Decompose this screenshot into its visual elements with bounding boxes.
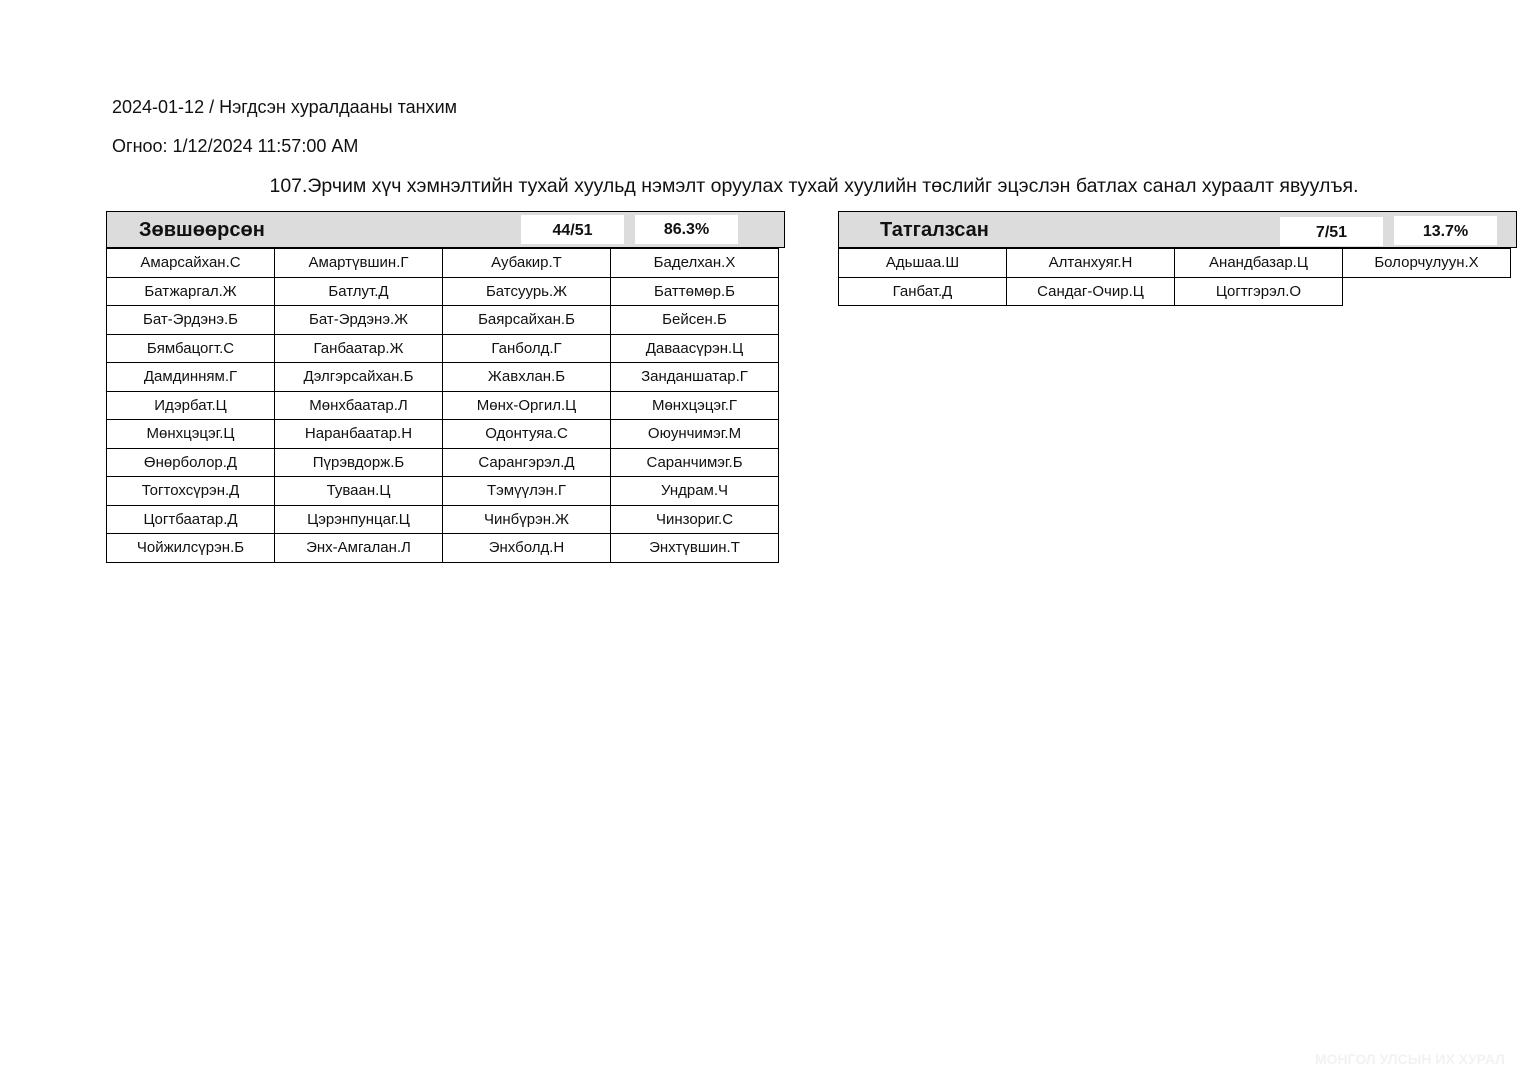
table-row	[107, 448, 779, 477]
member-name: Оюунчимэг.М	[611, 420, 779, 449]
member-name: Бат-Эрдэнэ.Б	[107, 306, 275, 335]
member-name: Жавхлан.Б	[443, 363, 611, 392]
member-name: Сарангэрэл.Д	[443, 448, 611, 477]
table-row	[107, 306, 779, 335]
member-name: Пүрэвдорж.Б	[275, 448, 443, 477]
member-name: Ундрам.Ч	[611, 477, 779, 506]
member-name: Чойжилсүрэн.Б	[107, 534, 275, 563]
member-name: Мөнхбаатар.Л	[275, 391, 443, 420]
table-row	[107, 534, 779, 563]
member-name: Цогтгэрэл.О	[1175, 277, 1343, 306]
member-name: Амарсайхан.С	[107, 249, 275, 278]
member-name: Бат-Эрдэнэ.Ж	[275, 306, 443, 335]
rejected-count: 7/51	[1280, 217, 1383, 246]
member-name: Батсуурь.Ж	[443, 277, 611, 306]
member-name: Саранчимэг.Б	[611, 448, 779, 477]
member-name: Болорчулуун.Х	[1343, 249, 1511, 278]
member-name: Тогтохсүрэн.Д	[107, 477, 275, 506]
member-name: Даваасүрэн.Ц	[611, 334, 779, 363]
watermark: МОНГОЛ УЛСЫН ИХ ХУРАЛ	[1314, 1051, 1505, 1067]
member-name: Сандаг-Очир.Ц	[1007, 277, 1175, 306]
member-name: Цэрэнпунцаг.Ц	[275, 505, 443, 534]
member-name: Мөнх-Оргил.Ц	[443, 391, 611, 420]
member-name: Тэмүүлэн.Г	[443, 477, 611, 506]
approved-title: Зөвшөөрсөн	[139, 219, 265, 241]
member-name: Энхтүвшин.Т	[611, 534, 779, 563]
member-name: Ганбат.Д	[839, 277, 1007, 306]
member-name: Дэлгэрсайхан.Б	[275, 363, 443, 392]
member-name: Занданшатар.Г	[611, 363, 779, 392]
member-name: Цогтбаатар.Д	[107, 505, 275, 534]
member-name: Мөнхцэцэг.Ц	[107, 420, 275, 449]
table-row	[107, 420, 779, 449]
member-name: Энх-Амгалан.Л	[275, 534, 443, 563]
approved-count: 44/51	[521, 215, 624, 244]
member-name: Бямбацогт.С	[107, 334, 275, 363]
member-name: Одонтуяа.С	[443, 420, 611, 449]
member-name: Наранбаатар.Н	[275, 420, 443, 449]
table-row	[107, 391, 779, 420]
member-name: Баделхан.Х	[611, 249, 779, 278]
rejected-table	[838, 248, 1511, 306]
rejected-percent: 13.7%	[1394, 216, 1497, 245]
motion-title: 107.Эрчим хүч хэмнэлтийн тухай хуульд нэмэлт оруулах тухай хуулийн төслийг эцэслэн батлах санал хураалт явуулъя.	[269, 175, 1359, 197]
table-row	[107, 505, 779, 534]
member-name: Мөнхцэцэг.Г	[611, 391, 779, 420]
member-name: Батлут.Д	[275, 277, 443, 306]
approved-table	[106, 248, 779, 563]
member-name: Энхболд.Н	[443, 534, 611, 563]
member-name: Баярсайхан.Б	[443, 306, 611, 335]
member-name: Дамдинням.Г	[107, 363, 275, 392]
member-name: Өнөрболор.Д	[107, 448, 275, 477]
member-name: Ганболд.Г	[443, 334, 611, 363]
rejected-panel	[838, 211, 1517, 306]
member-name: Алтанхуяг.Н	[1007, 249, 1175, 278]
table-row	[839, 277, 1511, 306]
member-name: Чинзориг.С	[611, 505, 779, 534]
approved-header	[106, 211, 785, 248]
member-name: Баттөмөр.Б	[611, 277, 779, 306]
member-name: Амартүвшин.Г	[275, 249, 443, 278]
rejected-title: Татгалзсан	[880, 219, 989, 241]
rejected-header	[838, 211, 1517, 248]
table-row	[107, 363, 779, 392]
member-name: Ганбаатар.Ж	[275, 334, 443, 363]
table-row	[107, 477, 779, 506]
member-name: Чинбүрэн.Ж	[443, 505, 611, 534]
member-name: Адьшаа.Ш	[839, 249, 1007, 278]
approved-percent: 86.3%	[635, 215, 738, 244]
member-name: Аубакир.Т	[443, 249, 611, 278]
member-name: Батжаргал.Ж	[107, 277, 275, 306]
vote-date: Огноо: 1/12/2024 11:57:00 AM	[112, 136, 359, 156]
member-name: Туваан.Ц	[275, 477, 443, 506]
member-name: Идэрбат.Ц	[107, 391, 275, 420]
table-row	[839, 249, 1511, 278]
member-name: Анандбазар.Ц	[1175, 249, 1343, 278]
approved-panel	[106, 211, 785, 563]
member-name: Бейсен.Б	[611, 306, 779, 335]
table-row	[107, 334, 779, 363]
table-row	[107, 277, 779, 306]
session-title: 2024-01-12 / Нэгдсэн хуралдааны танхим	[112, 97, 457, 117]
table-row	[107, 249, 779, 278]
